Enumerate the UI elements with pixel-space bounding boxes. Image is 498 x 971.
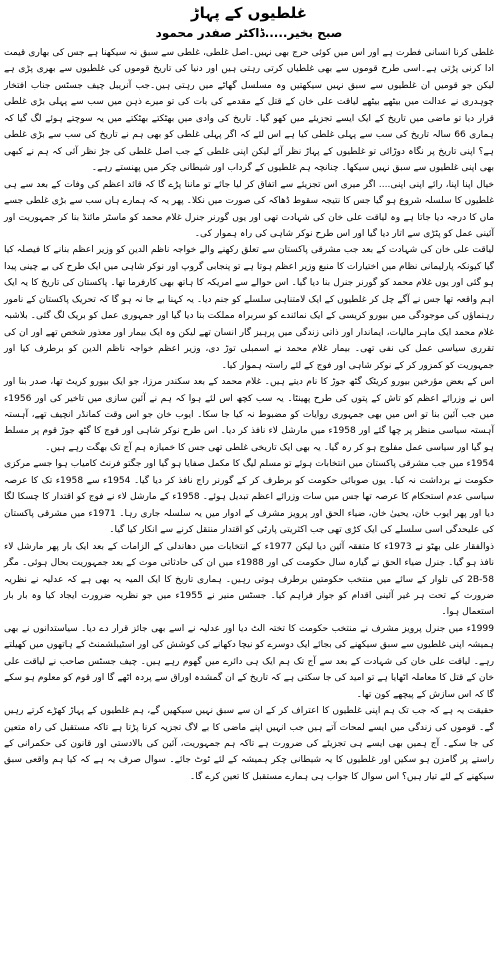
article-paragraph: خیال اپنا اپنا، رائے اپنی اپنی.... اگر میری اس تجزیئے سے اتفاق کر لیا جائے تو ماننا پڑے گا کہ قائد اعظم کی وفات کے بعد سے ہی غلطیوں کا سلسلہ شروع ہو گیا جس کا نتیجہ سقوط ڈھاکہ کی صورت میں نکلا۔ پھر یہ کہ ہمارے ہاں سب سے بڑی غلطی جسے ماں کا درجہ دیا جاتا ہے وہ لیاقت علی خان کی شہادت تھی اور یوں گورنر جنرل غلام محمد کو ماسٹر مائنڈ بنا کر جمہوریت اور آئینی عمل کو پٹڑی سے اتار دیا گیا اور اس طرح نوکر شاہی کی راہ ہموار کی۔ — [4, 179, 494, 239]
article-byline: صبح بخیر.....ڈاکٹر صفدر محمود — [155, 26, 343, 40]
article-paragraph: 1954ء میں جب مشرقی پاکستان میں انتخابات ہوئے تو مسلم لیگ کا مکمل صفایا ہو گیا اور جگتو فرنٹ کامیاب ہوا جسے مرکزی حکومت نے برداشت نہ کیا۔ یوں صوبائی حکومت کو برطرف کر کے گورنر راج نافذ کر دیا گیا۔ 1954ء سے 1958ء تک کا عرصہ سیاسی عدم استحکام کا عرصہ تھا جس میں سات وزرائے اعظم تبدیل ہوئے۔ 1958ء کے مارشل لاء نے فوج کو اقتدار کا چسکا لگا دیا اور پھر ایوب خان، یحییٰ خان، ضیاء الحق اور پرویز مشرف کے ادوار میں یہ سلسلہ جاری رہا۔ 1971ء میں مشرقی پاکستان کی علیحدگی اسی سلسلے کی ایک کڑی تھی جب اکثریتی پارٹی کو اقتدار منتقل کرنے سے انکار کیا گیا۔ — [4, 459, 495, 536]
article-paragraph: غلطی کرنا انسانی فطرت ہے اور اس میں کوئی حرج بھی نہیں۔اصل غلطی، غلطی سے سبق نہ سیکھنا ہے جس کی بھاری قیمت ادا کرنی پڑتی ہے۔اسی طرح قوموں سے بھی غلطیاں کرتی رہتی ہیں اور دنیا کی تاریخ قوموں کی غلطیوں سے بھری پڑی ہے لیکن جو قومیں ان غلطیوں سے سبق نہیں سیکھتیں وہ مسلسل گھاٹے میں رہتی ہیں۔جب آنریبل چیف جسٹس جناب افتخار چوہدری نے عدالت میں بیٹھے بیٹھے لیاقت علی خان کے قتل کے مقدمے کی بات کی تو میرے ذہن میں سب سے پہلی بڑی غلطی قرار دیا تو ماضی میں تاریخ کے ایک ایسے تجزیئے میں کھو گیا۔ تاریخ کی وادی میں بھٹکتے بھٹکتے میں یہ سوچتے ہوئے لگ گیا کہ ہماری 66 سالہ تاریخ کی سب سے پہلی غلطی کیا ہے اس لئے کہ اگر پہلی غلطی کو بھی ہم نے تاریخ کی سب سے بڑی غلطی ہے؟ اپنی تاریخ پر نگاہ دوڑائی تو غلطیوں کے پہاڑ نظر آئے لیکن اپنی غلطی کے جب اصل غلطی کی جڑ نظر آئی کہ ہم نے کبھی بھی اپنی غلطیوں سے سبق نہیں سیکھا۔ چنانچہ ہم غلطیوں کے گرداب اور شیطانی چکر میں پھنستے رہے۔ — [4, 48, 494, 174]
article-body — [4, 45, 494, 785]
article-paragraph: حقیقت یہ ہے کہ جب تک ہم اپنی غلطیوں کا اعتراف کر کے ان سے سبق نہیں سیکھیں گے، ہم غلطیوں کے پہاڑ کھڑے کرتے رہیں گے۔ قوموں کی زندگی میں ایسے لمحات آتے ہیں جب انہیں اپنے ماضی کا بے لاگ تجزیہ کرنا پڑتا ہے تاکہ مستقبل کی راہ متعین کی جا سکے۔ آج ہمیں بھی ایسے ہی تجزیئے کی ضرورت ہے تاکہ ہم جمہوریت، آئین کی بالادستی اور قانون کی حکمرانی کے راستے پر گامزن ہو سکیں اور غلطیوں کا یہ شیطانی چکر ہمیشہ کے لئے ٹوٹ جائے۔ سوال صرف یہ ہے کہ کیا ہم واقعی سبق سیکھنے کے لئے تیار ہیں؟ اس سوال کا جواب ہی ہمارے مستقبل کا تعین کرے گا۔ — [4, 706, 494, 782]
article-paragraph: ذوالفقار علی بھٹو نے 1973ء کا متفقہ آئین دیا لیکن 1977ء کے انتخابات میں دھاندلی کے الزامات کے بعد ایک بار پھر مارشل لاء نافذ ہو گیا۔ جنرل ضیاء الحق نے گیارہ سال حکومت کی اور 1988ء میں ان کی حادثاتی موت کے بعد جمہوریت بحال ہوئی۔ مگر 58-2B کی تلوار کے سائے میں منتخب حکومتیں برطرف ہوتی رہیں۔ ہماری تاریخ کا ایک المیہ یہ بھی ہے کہ عدلیہ نے نظریہ ضرورت کے تحت ہر غیر آئینی اقدام کو جواز فراہم کیا۔ جسٹس منیر نے 1955ء میں جو نظریہ ضرورت ایجاد کیا وہ بار بار استعمال ہوا۔ — [4, 541, 495, 618]
article-paragraph: لیاقت علی خان کی شہادت کے بعد جب مشرقی پاکستان سے تعلق رکھنے والے خواجہ ناظم الدین کو وزیر اعظم بنانے کا فیصلہ کیا گیا کیونکہ پارلیمانی نظام میں اختیارات کا منبع وزیر اعظم ہوتا ہے تو پنجابی گروپ اور نوکر شاہی میں ایک طرح کی بے چینی پیدا ہو گئی اور یوں غلام محمد کو گورنر جنرل بنا دیا گیا۔ اس حوالے سے امریکہ کا ہاتھ بھی کارفرما تھا۔ پاکستان کی تاریخ کا یہ ایک اہم واقعہ تھا جس نے آگے چل کر غلطیوں کے ایک لامتناہی سلسلے کو جنم دیا۔ یہ کہنا بے جا نہ ہو گا کہ تحریک پاکستان کے نامور رہنماؤں کی موجودگی میں بیورو کریسی کے ایک نمائندے کو سربراہ مملکت بنا دیا گیا اور جمہوری عمل کو بریک لگ گئی۔ بلاشبہ غلام محمد ایک ماہر مالیات، ایماندار اور ذاتی زندگی میں پرہیز گار انسان تھے لیکن وہ ایک بیمار اور معذور شخص تھے اور ان کی تقرری سیاسی عمل کی نفی تھی۔ بیمار غلام محمد نے اسمبلی توڑ دی، وزیر اعظم خواجہ ناظم الدین کو برطرف کیا اور جمہوریت کو کمزور کر کے نوکر شاہی اور فوج کے لئے راستہ ہموار کیا۔ — [4, 245, 494, 371]
article-title: غلطیوں کے پہاڑ — [191, 4, 307, 22]
article-paragraph: 1999ء میں جنرل پرویز مشرف نے منتخب حکومت کا تختہ الٹ دیا اور عدلیہ نے اسے بھی جائز قرار دے دیا۔ سیاستدانوں نے بھی ہمیشہ اپنی غلطیوں سے سبق سیکھنے کی بجائے ایک دوسرے کو نیچا دکھانے کی کوشش کی اور اسٹیبلشمنٹ کے ہاتھوں میں کھیلتے رہے۔ لیاقت علی خان کی شہادت کے بعد سے آج تک ہم ایک ہی دائرے میں گھوم رہے ہیں۔ چیف جسٹس صاحب نے لیاقت علی خان کے قتل کا معاملہ اٹھایا ہے تو امید کی جا سکتی ہے کہ تاریخ کے ان گمشدہ اوراق سے پردہ اٹھے گا اور قوم کو معلوم ہو سکے گا کہ اس سازش کے پیچھے کون تھا۔ — [4, 623, 494, 700]
article-paragraph: اس کے بعض مؤرخین بیورو کریٹک گٹھ جوڑ کا نام دیتے ہیں۔ غلام محمد کے بعد سکندر مرزا، جو ایک بیورو کریٹ تھا، صدر بنا اور اس نے وزرائے اعظم کو تاش کے پتوں کی طرح پھینٹا۔ یہ سب کچھ اس لئے ہوا کہ ہم نے آئین سازی میں تاخیر کی اور 1956ء میں جب آئین بنا تو اس میں بھی جمہوری روایات کو مضبوط نہ کیا جا سکا۔ ایوب خان جو اس وقت کمانڈر انچیف تھے، آہستہ آہستہ سیاسی منظر پر چھا گئے اور 1958ء میں مارشل لاء نافذ کر دیا۔ اس طرح نوکر شاہی اور فوج کا گٹھ جوڑ قوم پر مسلط ہو گیا اور سیاسی عمل مفلوج ہو کر رہ گیا۔ یہ بھی ایک تاریخی غلطی تھی جس کا خمیازہ ہم آج تک بھگت رہے ہیں۔ — [4, 377, 494, 453]
